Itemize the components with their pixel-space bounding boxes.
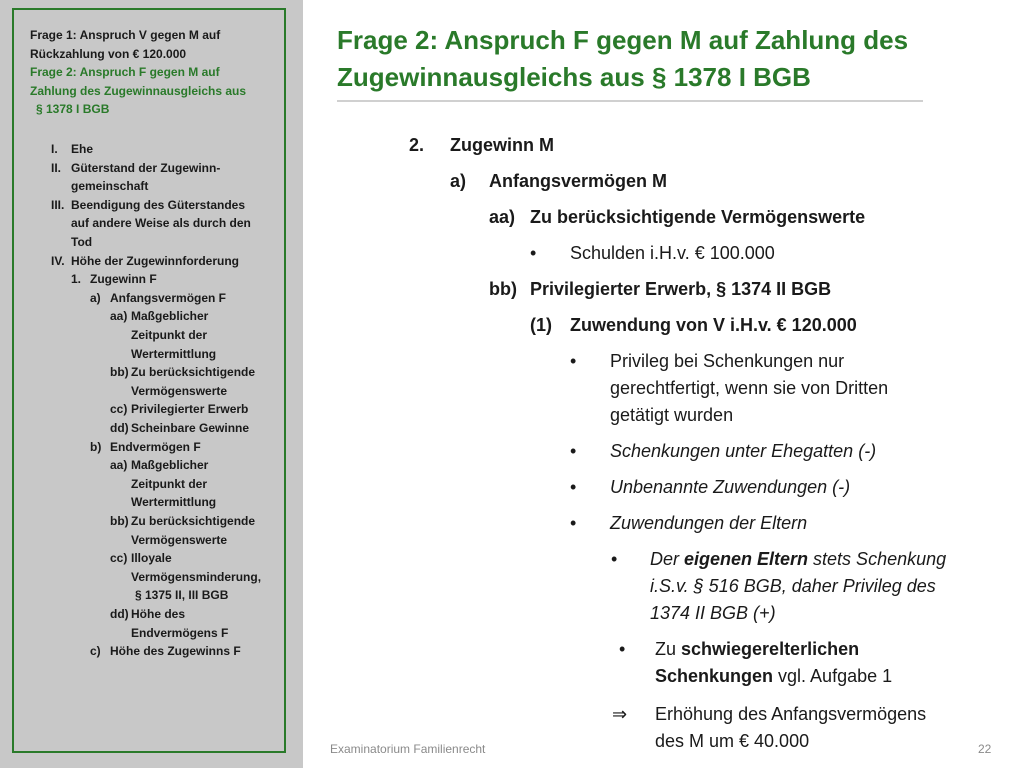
sidebar-frage2-line3: § 1378 I BGB xyxy=(36,102,110,117)
text-privileg-line1: Privileg bei Schenkungen nur xyxy=(610,351,845,371)
sidebar-outline-num: bb) xyxy=(110,365,129,380)
sidebar-outline-item: Zu berücksichtigende xyxy=(131,514,256,528)
sidebar-outline-item: Scheinbare Gewinne xyxy=(131,421,250,435)
item-number: aa) xyxy=(489,207,516,227)
sidebar-outline-item: Illoyale xyxy=(131,551,172,566)
slide-title xyxy=(337,22,977,96)
text-schwieger-line1 xyxy=(655,636,859,663)
sidebar-outline-item: Wertermittlung xyxy=(131,495,217,510)
text-eigene-prefix: Der xyxy=(650,549,685,569)
sidebar-panel xyxy=(0,0,303,768)
item-vermoegenswerte: Zu berücksichtigende Vermögenswerte xyxy=(530,207,866,227)
text-schwieger-suffix: vgl. Aufgabe 1 xyxy=(773,666,893,686)
sidebar-outline-item: Ehe xyxy=(71,142,94,156)
sidebar-outline-num: a) xyxy=(90,290,101,305)
text-eigene-line2: i.S.v. § 516 BGB, daher Privileg des xyxy=(650,576,936,596)
sidebar-outline-num: IV. xyxy=(51,253,65,268)
bullet-icon: • xyxy=(570,351,577,371)
footer-page-number: 22 xyxy=(978,742,992,756)
sidebar-outline-item: Höhe der Zugewinnforderung xyxy=(71,253,239,268)
item-number: (1) xyxy=(530,315,552,335)
sidebar-frage2-line2: Zahlung des Zugewinnausgleichs aus xyxy=(30,83,247,98)
text-ehegatten: Schenkungen unter Ehegatten (-) xyxy=(610,441,877,461)
sidebar-outline-num: III. xyxy=(51,197,65,212)
sidebar-outline-item: Zeitpunkt der xyxy=(131,476,208,491)
sidebar-outline-num: bb) xyxy=(110,514,129,528)
text-privileg-line2: gerechtfertigt, wenn sie von Dritten xyxy=(610,378,889,398)
sidebar-outline-num: cc) xyxy=(110,551,128,566)
sidebar-outline-item: Beendigung des Güterstandes xyxy=(71,197,246,212)
sidebar-frage2-line1: Frage 2: Anspruch F gegen M auf xyxy=(30,65,220,80)
sidebar-outline-num: II. xyxy=(51,160,62,175)
item-number: bb) xyxy=(489,279,517,299)
footer-course-title: Examinatorium Familienrecht xyxy=(330,742,486,756)
sidebar-outline-item: Zeitpunkt der xyxy=(131,328,208,342)
sidebar-outline-num: dd) xyxy=(110,421,129,435)
sidebar-outline-item: Maßgeblicher xyxy=(131,458,209,473)
text-eigene-suffix: stets Schenkung xyxy=(808,549,947,569)
bullet-icon: • xyxy=(619,639,626,659)
arrow-icon: ⇒ xyxy=(612,704,628,724)
sidebar-outline-item: Güterstand der Zugewinn- xyxy=(71,160,221,175)
text-eigene-line1 xyxy=(650,546,946,573)
sidebar-outline-item: Zu berücksichtigende xyxy=(131,365,256,380)
text-eigene-line3: 1374 II BGB (+) xyxy=(650,603,776,623)
sidebar-outline-item: gemeinschaft xyxy=(71,179,149,194)
title-divider xyxy=(337,100,923,102)
sidebar-outline-num: I. xyxy=(51,142,58,156)
heading-number: 2. xyxy=(409,135,425,155)
subheading-number: a) xyxy=(450,171,467,191)
sidebar-outline-item: Tod xyxy=(71,235,93,249)
sidebar-outline-item: Endvermögens F xyxy=(131,625,229,640)
sidebar-outline-item: Höhe des Zugewinns F xyxy=(110,644,241,659)
text-schwieger-bold2: Schenkungen xyxy=(655,666,774,686)
sidebar-outline-item: auf andere Weise als durch den xyxy=(71,216,251,231)
subheading-anfangsvermoegen: Anfangsvermögen M xyxy=(489,171,668,191)
sidebar-outline-item: Vermögenswerte xyxy=(131,532,228,547)
sidebar-outline-item: Höhe des xyxy=(131,607,186,621)
text-unbenannte: Unbenannte Zuwendungen (-) xyxy=(610,477,851,497)
sidebar-outline-num: dd) xyxy=(110,607,129,621)
sidebar-outline-item: Anfangsvermögen F xyxy=(110,290,227,305)
sidebar-outline-num: c) xyxy=(90,644,101,659)
sidebar-outline-item: § 1375 II, III BGB xyxy=(135,588,229,603)
sidebar-frage1-line2: Rückzahlung von € 120.000 xyxy=(30,46,187,61)
sidebar-outline-item: Wertermittlung xyxy=(131,346,217,361)
text-schwieger-line2 xyxy=(655,663,892,690)
sidebar-outline-num: aa) xyxy=(110,309,128,324)
sidebar-outline-num: aa) xyxy=(110,458,128,473)
text-erhoehung-line1: Erhöhung des Anfangsvermögens xyxy=(655,704,927,724)
slide-title-line1: Frage 2: Anspruch F gegen M auf Zahlung des xyxy=(337,25,909,55)
item-privilegierter-erwerb: Privilegierter Erwerb, § 1374 II BGB xyxy=(530,279,832,299)
sidebar-outline-num: cc) xyxy=(110,402,128,417)
bullet-icon: • xyxy=(570,513,577,533)
sidebar-outline-item: Zugewinn F xyxy=(90,272,157,287)
text-erhoehung-line2: des M um € 40.000 xyxy=(655,731,810,751)
sidebar-outline-item: Maßgeblicher xyxy=(131,309,209,324)
text-eltern: Zuwendungen der Eltern xyxy=(610,513,808,533)
sidebar-outline-item: Endvermögen F xyxy=(110,439,201,454)
heading-zugewinn-m: Zugewinn M xyxy=(450,135,554,155)
sidebar-outline-item: Vermögenswerte xyxy=(131,383,228,398)
text-schulden: Schulden i.H.v. € 100.000 xyxy=(570,243,775,263)
sidebar-outline-num: b) xyxy=(90,439,102,454)
sidebar-outline-item: Vermögensminderung, xyxy=(131,569,262,584)
item-zuwendung-v: Zuwendung von V i.H.v. € 120.000 xyxy=(570,315,857,335)
slide-title-line2: Zugewinnausgleichs aus § 1378 I BGB xyxy=(337,62,811,92)
bullet-icon: • xyxy=(570,477,577,497)
bullet-icon: • xyxy=(570,441,577,461)
bullet-icon: • xyxy=(530,243,537,263)
text-schwieger-prefix: Zu xyxy=(655,639,682,659)
bullet-icon: • xyxy=(611,549,618,569)
text-eigene-bold: eigenen Eltern xyxy=(684,549,809,569)
sidebar-outline-item: Privilegierter Erwerb xyxy=(131,402,249,417)
text-privileg-line3: getätigt wurden xyxy=(610,405,734,425)
text-schwieger-bold1: schwiegerelterlichen xyxy=(681,639,860,659)
sidebar-outline-num: 1. xyxy=(71,272,82,287)
sidebar-frage1-line1: Frage 1: Anspruch V gegen M auf xyxy=(30,28,221,42)
